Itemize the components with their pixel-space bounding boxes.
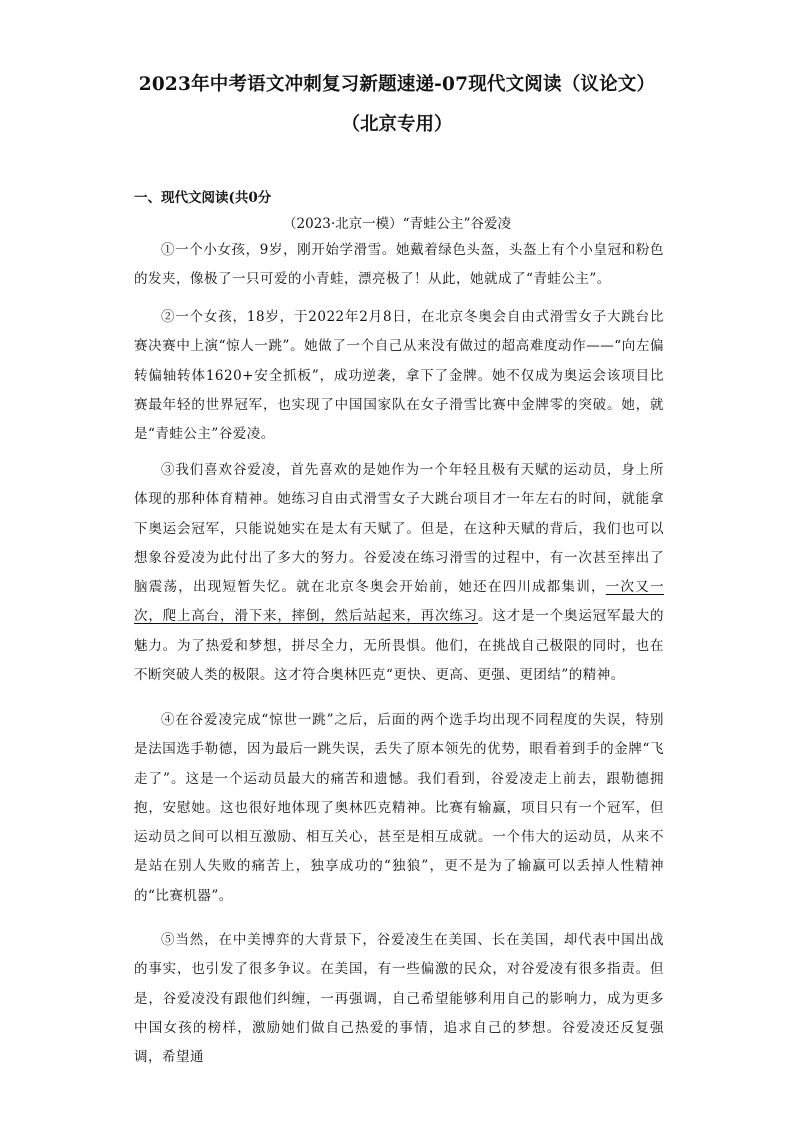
paragraph-4: ④在谷爱凌完成“惊世一跳”之后，后面的两个选手均出现不同程度的失误，特别是法国选手勒德，因为最后一跳失误，丢失了原本领先的优势，眼看着到手的金牌“飞走了”。这是一个运动员最大的痛苦和遗憾。我们看到，谷爱凌走上前去，跟勒德拥抱，安慰她。这也很好地体现了奥林匹克精神。比赛有输赢，项目只有一个冠军，但运动员之间可以相互激励、相互关心，甚至是相互成就。一个伟大的运动员，从来不是站在别人失败的痛苦上，独享成功的“独狼”，更不是为了输赢可以丢掉人性精神的“比赛机器”。 [134, 712, 664, 904]
underlined-sentence: 一次又一次，爬上高台，滑下来，摔倒，然后站起来，再次练习 [134, 579, 665, 625]
document-title-line1: 2023年中考语文冲刺复习新题速递-07现代文阅读（议论文） [138, 74, 656, 95]
section-heading: 一、现代文阅读(共0分 [134, 190, 272, 206]
paragraph-3 [134, 456, 664, 690]
paragraph-1: ①一个小女孩，9岁，刚开始学滑雪。她戴着绿色头盔，头盔上有个小皇冠和粉色的发夹，像极了一只可爱的小青蛙，漂亮极了！从此，她就成了“青蛙公主”。 [134, 242, 664, 288]
paragraph-2: ②一个女孩，18岁，于2022年2月8日，在北京冬奥会自由式滑雪女子大跳台比赛决赛中上演“惊人一跳”。她做了一个自己从来没有做过的超高难度动作——“向左偏转偏轴转体1620+安全抓板”，成功逆袭，拿下了金牌。她不仅成为奥运会该项目比赛最年轻的世界冠军，也实现了中国国家队在女子滑雪比赛中金牌零的突破。她，就是“青蛙公主”谷爱凌。 [134, 309, 664, 443]
paragraph-3-text-start: ③我们喜欢谷爱凌，首先喜欢的是她作为一个年轻且极有天赋的运动员，身上所体现的那种体育精神。她练习自由式滑雪女子大跳台项目才一年左右的时间，就能拿下奥运会冠军，只能说她实在是太有天赋了。但是，在这种天赋的背后，我们也可以想象谷爱凌为此付出了多大的努力。谷爱凌在练习滑雪的过程中，有一次甚至摔出了脑震荡，出现短暂失忆。就在北京冬奥会开始前，她还在四川成都集训， [134, 462, 664, 596]
article-source-line: （2023·北京一模）“青蛙公主”谷爱凌 [283, 216, 511, 232]
paragraph-3-text-end: 。这才是一个奥运冠军最大的魅力。为了热爱和梦想，拼尽全力，无所畏惧。他们，在挑战自己极限的同时，也在不断突破人类的极限。这才符合奥林匹克“更快、更高、更强、更团结”的精神。 [134, 608, 664, 684]
document-title-line2: （北京专用） [341, 114, 453, 135]
paragraph-5: ⑤当然，在中美博弈的大背景下，谷爱凌生在美国、长在美国，却代表中国出战的事实，也引发了很多争议。在美国，有一些偏激的民众，对谷爱凌有很多指责。但是，谷爱凌没有跟他们纠缠，一再强调，自己希望能够利用自己的影响力，成为更多中国女孩的榜样，激励她们做自己热爱的事情，追求自己的梦想。谷爱凌还反复强调，希望通 [134, 932, 664, 1066]
